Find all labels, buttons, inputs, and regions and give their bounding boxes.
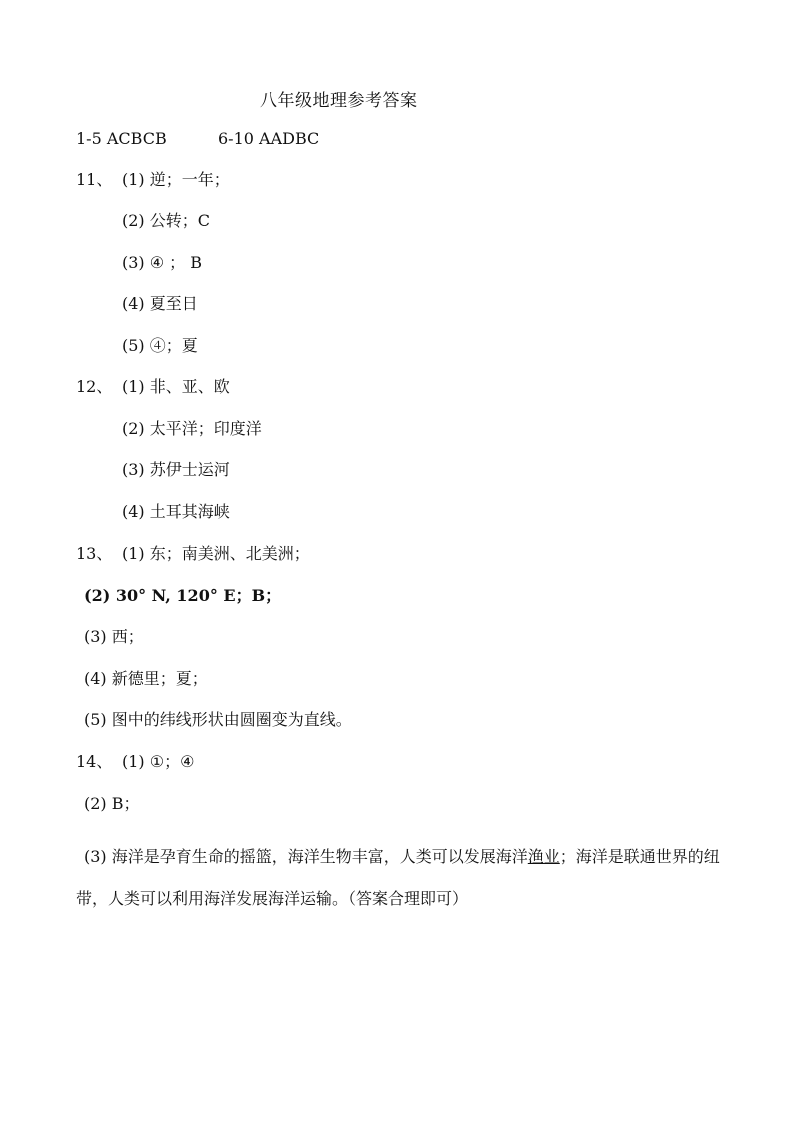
q11-item-4: (4) 夏至日 [122,294,198,313]
q13-item-2: (2) 30° N, 120° E；B； [84,586,282,605]
q11-item-3: (3) ④ ； B [122,253,203,272]
q12-number: 12、 [76,377,113,396]
q11-item-5: (5) ④；夏 [122,336,198,355]
q13-item-5: (5) 图中的纬线形状由圆圈变为直线。 [84,710,352,729]
q14-item-3-part-a: (3) 海洋是孕育生命的摇篮，海洋生物丰富，人类可以发展海洋 [84,847,528,866]
q13-item-3: (3) 西； [84,627,144,646]
q11-item-2: (2) 公转；C [122,211,210,230]
q11-number: 11、 [76,170,113,189]
q13-item-1: (1) 东；南美洲、北美洲； [122,544,310,563]
q13-item-4: (4) 新德里；夏； [84,669,208,688]
mcq-answers-6-10: 6-10 AADBC [218,129,320,148]
q12-item-4: (4) 土耳其海峡 [122,502,230,521]
q14-item-3-underlined: 渔业 [527,847,560,866]
q13-number: 13、 [76,544,113,563]
q12-item-3: (3) 苏伊士运河 [122,460,230,479]
q12-item-2: (2) 太平洋；印度洋 [122,419,262,438]
page-title: 八年级地理参考答案 [260,91,418,111]
q14-number: 14、 [76,752,113,771]
q12-item-1: (1) 非、亚、欧 [122,377,230,396]
mcq-answers-1-5: 1-5 ACBCB [76,129,167,148]
q11-item-1: (1) 逆；一年； [122,170,230,189]
q14-item-1: (1) ①；④ [122,752,195,771]
q14-item-3-part-b: ；海洋是联通世界的纽带，人类可以利用海洋发展海洋运输。（答案合理即可） [76,847,720,908]
q14-item-2: (2) B； [84,794,140,813]
q14-item-3 [76,836,726,920]
